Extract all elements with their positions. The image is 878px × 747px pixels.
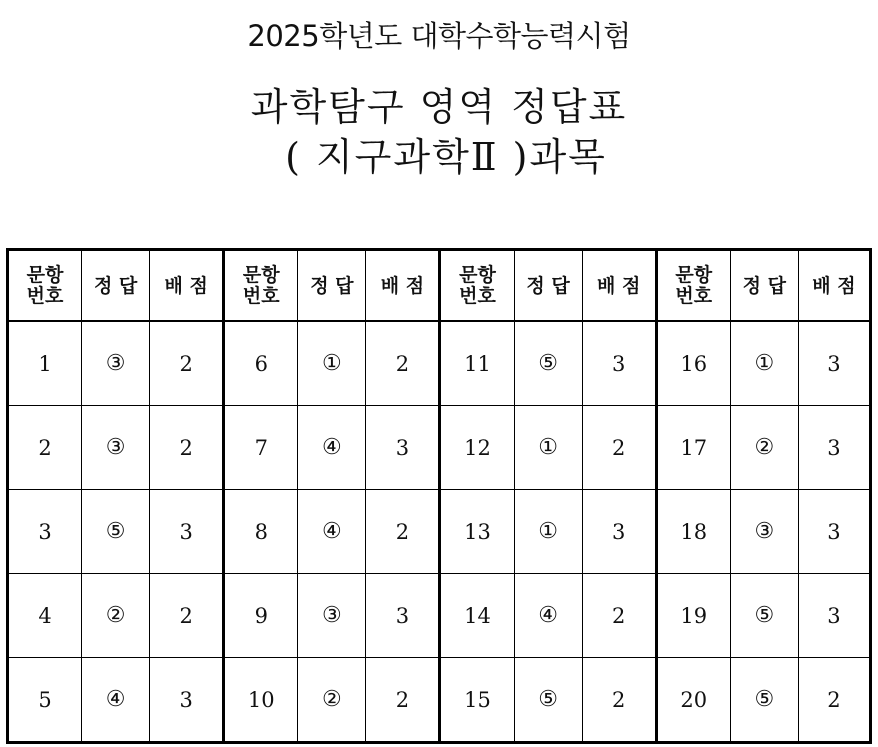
answer-table-body xyxy=(8,321,871,743)
question-number: 20 xyxy=(656,658,730,743)
question-score: 2 xyxy=(582,574,656,658)
question-score: 3 xyxy=(798,574,870,658)
question-number: 11 xyxy=(440,321,514,406)
question-score: 3 xyxy=(150,490,224,574)
table-row xyxy=(8,490,871,574)
column-header-number-bottom: 번호 xyxy=(26,284,64,307)
header-row xyxy=(8,250,871,322)
question-number: 17 xyxy=(656,406,730,490)
correct-answer: ④ xyxy=(298,490,366,574)
question-number: 14 xyxy=(440,574,514,658)
correct-answer: ① xyxy=(514,490,582,574)
question-number: 8 xyxy=(224,490,298,574)
column-header-number-top: 문항 xyxy=(459,263,496,286)
question-number: 13 xyxy=(440,490,514,574)
column-header-score: 배 점 xyxy=(798,250,870,322)
answer-table xyxy=(6,248,872,744)
correct-answer: ⑤ xyxy=(514,321,582,406)
question-number: 12 xyxy=(440,406,514,490)
question-number: 15 xyxy=(440,658,514,743)
column-header-score: 배 점 xyxy=(582,250,656,322)
column-header-answer: 정 답 xyxy=(730,250,798,322)
question-number: 18 xyxy=(656,490,730,574)
question-score: 3 xyxy=(366,574,440,658)
correct-answer: ① xyxy=(730,321,798,406)
question-score: 3 xyxy=(798,406,870,490)
question-number: 2 xyxy=(8,406,82,490)
question-score: 2 xyxy=(582,658,656,743)
correct-answer: ① xyxy=(514,406,582,490)
column-header-number-bottom: 번호 xyxy=(242,284,280,307)
column-header-number xyxy=(656,250,730,322)
answer-key-title: 과학탐구 영역 정답표 xyxy=(250,85,628,129)
question-number: 16 xyxy=(656,321,730,406)
correct-answer: ② xyxy=(298,658,366,743)
correct-answer: ④ xyxy=(514,574,582,658)
column-header-number-bottom: 번호 xyxy=(459,284,496,307)
column-header-number-label xyxy=(675,265,712,307)
correct-answer: ⑤ xyxy=(730,574,798,658)
subject-name: 지구과학Ⅱ xyxy=(315,135,499,179)
question-score: 3 xyxy=(798,490,870,574)
exam-title: 2025학년도 대학수학능력시험 xyxy=(247,19,631,53)
question-score: 2 xyxy=(150,321,224,406)
column-header-answer: 정 답 xyxy=(82,250,150,322)
column-header-number-top: 문항 xyxy=(675,263,713,286)
question-score: 2 xyxy=(366,321,440,406)
question-score: 3 xyxy=(366,406,440,490)
correct-answer: ④ xyxy=(82,658,150,743)
column-header-number-top: 문항 xyxy=(242,263,280,286)
question-number: 4 xyxy=(8,574,82,658)
question-score: 3 xyxy=(582,321,656,406)
correct-answer: ③ xyxy=(82,406,150,490)
question-number: 10 xyxy=(224,658,298,743)
subject-title xyxy=(0,126,878,181)
question-score: 2 xyxy=(150,574,224,658)
question-score: 2 xyxy=(366,658,440,743)
correct-answer: ④ xyxy=(298,406,366,490)
correct-answer: ③ xyxy=(730,490,798,574)
question-score: 2 xyxy=(798,658,870,743)
question-number: 3 xyxy=(8,490,82,574)
question-score: 3 xyxy=(150,658,224,743)
question-number: 6 xyxy=(224,321,298,406)
column-header-number xyxy=(440,250,514,322)
subject-open-paren: ( xyxy=(285,135,302,179)
table-row xyxy=(8,658,871,743)
correct-answer: ① xyxy=(298,321,366,406)
question-score: 3 xyxy=(798,321,870,406)
column-header-number-label xyxy=(459,265,496,307)
column-header-number xyxy=(8,250,82,322)
correct-answer: ⑤ xyxy=(514,658,582,743)
question-score: 3 xyxy=(582,490,656,574)
column-header-number-top: 문항 xyxy=(26,263,64,286)
question-number: 1 xyxy=(8,321,82,406)
question-number: 7 xyxy=(224,406,298,490)
column-header-number-label xyxy=(243,265,280,307)
column-header-number-label xyxy=(27,265,64,307)
table-row xyxy=(8,321,871,406)
column-header-answer: 정 답 xyxy=(298,250,366,322)
correct-answer: ⑤ xyxy=(730,658,798,743)
correct-answer: ② xyxy=(730,406,798,490)
column-header-number-bottom: 번호 xyxy=(675,284,713,307)
question-number: 19 xyxy=(656,574,730,658)
question-score: 2 xyxy=(582,406,656,490)
question-score: 2 xyxy=(150,406,224,490)
correct-answer: ③ xyxy=(82,321,150,406)
correct-answer: ⑤ xyxy=(82,490,150,574)
column-header-answer: 정 답 xyxy=(514,250,582,322)
table-row xyxy=(8,574,871,658)
correct-answer: ③ xyxy=(298,574,366,658)
correct-answer: ② xyxy=(82,574,150,658)
column-header-score: 배 점 xyxy=(366,250,440,322)
question-number: 9 xyxy=(224,574,298,658)
column-header-score: 배 점 xyxy=(150,250,224,322)
subject-close: )과목 xyxy=(512,135,607,179)
question-score: 2 xyxy=(366,490,440,574)
table-row xyxy=(8,406,871,490)
question-number: 5 xyxy=(8,658,82,743)
column-header-number xyxy=(224,250,298,322)
